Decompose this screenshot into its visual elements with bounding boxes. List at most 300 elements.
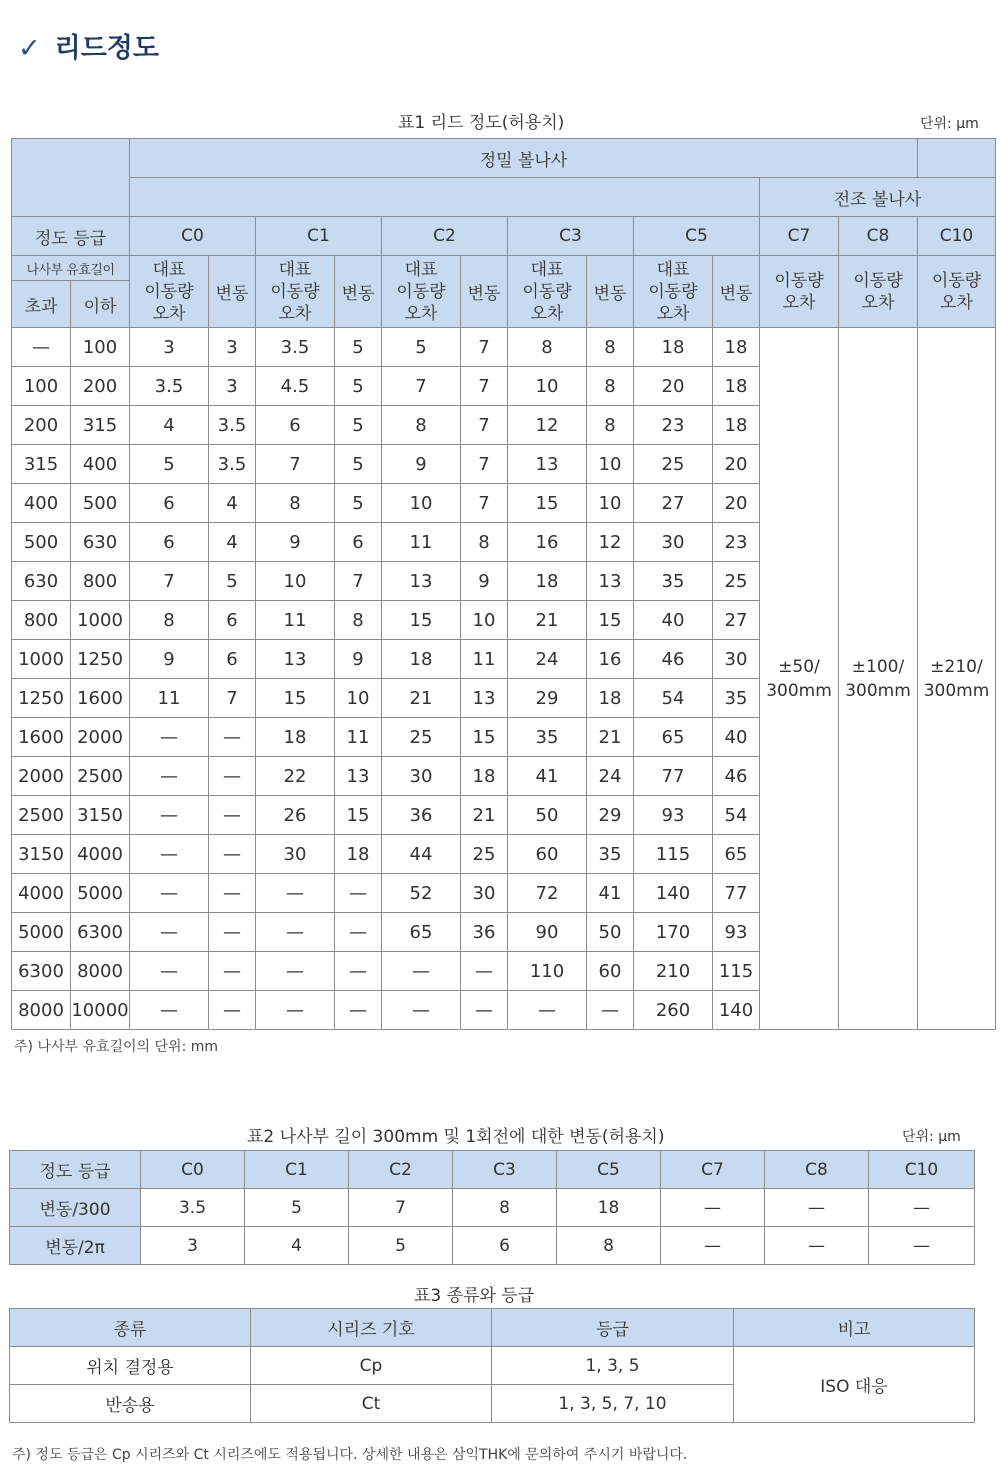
table-cell: — — [256, 952, 335, 991]
table-cell: 11 — [461, 640, 508, 679]
table-cell: 60 — [508, 835, 587, 874]
table-cell: 13 — [335, 757, 382, 796]
table-cell: 2000 — [12, 757, 71, 796]
table-cell: 93 — [634, 796, 713, 835]
table-cell: 7 — [349, 1189, 453, 1227]
table-cell: 8 — [587, 328, 634, 367]
table-cell: — — [335, 952, 382, 991]
table-cell: 16 — [587, 640, 634, 679]
table-cell: — — [209, 874, 256, 913]
table-cell: 27 — [713, 601, 760, 640]
table-cell: 8 — [461, 523, 508, 562]
table-cell: 25 — [461, 835, 508, 874]
table-cell: 8 — [453, 1189, 557, 1227]
table-cell: 4000 — [71, 835, 130, 874]
table-cell: 30 — [461, 874, 508, 913]
table-cell: 18 — [634, 328, 713, 367]
table-cell: 7 — [461, 445, 508, 484]
rolled-tolerance-cell — [839, 328, 918, 1030]
grade-c7: C7 — [760, 217, 839, 256]
table-cell: 변동/300 — [10, 1189, 141, 1227]
table-cell: 35 — [713, 679, 760, 718]
table-header-cell: C0 — [141, 1151, 245, 1189]
table-header-cell: C3 — [453, 1151, 557, 1189]
table-cell: — — [256, 874, 335, 913]
rolled-tolerance-value: ±210/ — [930, 656, 983, 677]
table-cell: 50 — [587, 913, 634, 952]
table-cell: 8 — [335, 601, 382, 640]
table-cell: 12 — [508, 406, 587, 445]
table-cell: 18 — [713, 328, 760, 367]
grade-c2: C2 — [382, 217, 508, 256]
table-cell: 140 — [713, 991, 760, 1030]
table1-unit: 단위: μm — [920, 116, 979, 132]
table-cell: 13 — [508, 445, 587, 484]
table-cell: 3.5 — [209, 445, 256, 484]
table-cell: 18 — [557, 1189, 661, 1227]
table-cell: 9 — [335, 640, 382, 679]
table-cell: 11 — [256, 601, 335, 640]
table-cell: 500 — [71, 484, 130, 523]
table-cell: 3150 — [71, 796, 130, 835]
table-cell: — — [130, 718, 209, 757]
table-cell: 210 — [634, 952, 713, 991]
table-cell: 8 — [587, 367, 634, 406]
table-cell: 18 — [382, 640, 461, 679]
table-cell: 36 — [382, 796, 461, 835]
variation-header: 변동 — [209, 256, 256, 328]
table-cell: 65 — [634, 718, 713, 757]
table-cell: — — [12, 328, 71, 367]
table-cell: 9 — [130, 640, 209, 679]
table-cell: 10000 — [71, 991, 130, 1030]
table-header-cell: C8 — [765, 1151, 869, 1189]
table-cell: 115 — [634, 835, 713, 874]
table-cell: 35 — [508, 718, 587, 757]
table-cell: — — [335, 874, 382, 913]
table-row — [12, 328, 996, 367]
precision-sub-header — [130, 178, 760, 217]
rep-travel-error-header: 대표 이동량 오차 — [256, 256, 335, 328]
table-cell: — — [130, 952, 209, 991]
table-cell: 3.5 — [256, 328, 335, 367]
table-cell: 20 — [713, 445, 760, 484]
table-cell: 26 — [256, 796, 335, 835]
table-cell: 8 — [382, 406, 461, 445]
corner-cell — [12, 139, 130, 217]
rolled-tolerance-unit: 300mm — [845, 680, 911, 701]
table-header-cell: C10 — [869, 1151, 975, 1189]
table-cell: 6 — [209, 640, 256, 679]
table-header-cell: C2 — [349, 1151, 453, 1189]
table-cell: 400 — [12, 484, 71, 523]
table-cell: 7 — [461, 484, 508, 523]
grade-c10: C10 — [918, 217, 996, 256]
table-cell: — — [335, 991, 382, 1030]
table-cell: 630 — [12, 562, 71, 601]
table-cell: 5 — [209, 562, 256, 601]
table-cell: 24 — [508, 640, 587, 679]
table-cell: 7 — [130, 562, 209, 601]
table-cell: 23 — [713, 523, 760, 562]
type-header: 종류 — [10, 1309, 251, 1347]
table-cell: 6300 — [71, 913, 130, 952]
table-cell: 29 — [508, 679, 587, 718]
table-cell: — — [869, 1189, 975, 1227]
table-cell: 9 — [256, 523, 335, 562]
table-cell: 29 — [587, 796, 634, 835]
table-cell: 10 — [587, 484, 634, 523]
rolled-header: 전조 볼나사 — [760, 178, 996, 217]
table-cell: 800 — [12, 601, 71, 640]
table-cell: 반송용 — [10, 1385, 251, 1423]
table-cell: 52 — [382, 874, 461, 913]
table-cell: 1000 — [71, 601, 130, 640]
table-cell: 5 — [335, 328, 382, 367]
table-cell: 15 — [256, 679, 335, 718]
table-cell: 110 — [508, 952, 587, 991]
table1-caption: 표1 리드 정도(허용치) — [398, 113, 565, 133]
table-cell: 13 — [382, 562, 461, 601]
rolled-tolerance-unit: 300mm — [766, 680, 832, 701]
table-cell: 3 — [141, 1227, 245, 1265]
table-cell: 40 — [713, 718, 760, 757]
table-cell: 15 — [335, 796, 382, 835]
table-cell: 1, 3, 5, 7, 10 — [492, 1385, 734, 1423]
table-cell: 25 — [382, 718, 461, 757]
table-cell: 7 — [461, 406, 508, 445]
precision-header: 정밀 볼나사 — [130, 139, 918, 178]
table-cell: 13 — [461, 679, 508, 718]
table-cell: 200 — [71, 367, 130, 406]
table-cell: — — [587, 991, 634, 1030]
table-cell: 3150 — [12, 835, 71, 874]
table-cell: 11 — [130, 679, 209, 718]
table-cell: 25 — [713, 562, 760, 601]
grade-header: 등급 — [492, 1309, 734, 1347]
table-cell: — — [461, 991, 508, 1030]
table-cell: — — [256, 991, 335, 1030]
table-cell: 77 — [713, 874, 760, 913]
table-cell: 15 — [461, 718, 508, 757]
table-cell: 8 — [508, 328, 587, 367]
table-cell: 16 — [508, 523, 587, 562]
travel-error-header: 이동량 오차 — [918, 256, 996, 328]
table-cell: 30 — [634, 523, 713, 562]
table-cell: 41 — [587, 874, 634, 913]
table-cell: 6 — [453, 1227, 557, 1265]
table-cell: — — [661, 1189, 765, 1227]
table-cell: 1600 — [71, 679, 130, 718]
table-cell: 18 — [713, 367, 760, 406]
table-cell: 36 — [461, 913, 508, 952]
table-cell: 46 — [634, 640, 713, 679]
table-row — [10, 1189, 975, 1227]
check-icon: ✓ — [18, 33, 41, 64]
table-cell: 3.5 — [130, 367, 209, 406]
table-cell: 4 — [209, 523, 256, 562]
rep-travel-error-header: 대표 이동량 오차 — [508, 256, 587, 328]
remark-cell: ISO 대응 — [734, 1347, 975, 1423]
table-cell: — — [130, 757, 209, 796]
table-cell: 11 — [335, 718, 382, 757]
table-cell: 5 — [245, 1189, 349, 1227]
table-cell: 27 — [634, 484, 713, 523]
table-cell: 9 — [461, 562, 508, 601]
rolled-tolerance-value: ±100/ — [851, 656, 905, 677]
series-header: 시리즈 기호 — [251, 1309, 492, 1347]
table-cell: 18 — [256, 718, 335, 757]
table-cell: 6300 — [12, 952, 71, 991]
table-cell: 46 — [713, 757, 760, 796]
rolled-tolerance-cell — [760, 328, 839, 1030]
table-cell: 140 — [634, 874, 713, 913]
table-cell: 400 — [71, 445, 130, 484]
table-cell: 2500 — [71, 757, 130, 796]
table-cell: 260 — [634, 991, 713, 1030]
grade-c1: C1 — [256, 217, 382, 256]
table-cell: 30 — [382, 757, 461, 796]
table-cell: 60 — [587, 952, 634, 991]
table-cell: 8 — [130, 601, 209, 640]
table-cell: — — [765, 1189, 869, 1227]
table-cell: 4 — [130, 406, 209, 445]
table-cell: 변동/2π — [10, 1227, 141, 1265]
table-cell: — — [209, 952, 256, 991]
table-row — [10, 1227, 975, 1265]
table-cell: — — [209, 835, 256, 874]
table-cell: — — [209, 991, 256, 1030]
table2-unit: 단위: μm — [902, 1129, 961, 1145]
table-cell: 100 — [12, 367, 71, 406]
table-cell: 44 — [382, 835, 461, 874]
table-cell: — — [130, 991, 209, 1030]
table-cell: 6 — [335, 523, 382, 562]
table-cell: 15 — [382, 601, 461, 640]
table-cell: 13 — [587, 562, 634, 601]
table-cell: 5 — [382, 328, 461, 367]
table-cell: — — [130, 835, 209, 874]
table-cell: 22 — [256, 757, 335, 796]
table-header-cell: C7 — [661, 1151, 765, 1189]
table-cell: 35 — [634, 562, 713, 601]
table-cell: 12 — [587, 523, 634, 562]
table-cell: 21 — [382, 679, 461, 718]
table-cell: 1250 — [71, 640, 130, 679]
table-cell: 21 — [508, 601, 587, 640]
remark-header: 비고 — [734, 1309, 975, 1347]
table-cell: 54 — [713, 796, 760, 835]
table-cell: 15 — [587, 601, 634, 640]
variation-header: 변동 — [713, 256, 760, 328]
rep-travel-error-header: 대표 이동량 오차 — [634, 256, 713, 328]
table-cell: 10 — [256, 562, 335, 601]
table-header-cell: C5 — [557, 1151, 661, 1189]
table-cell: 72 — [508, 874, 587, 913]
table-cell: 25 — [634, 445, 713, 484]
table-cell: 50 — [508, 796, 587, 835]
table-cell: — — [382, 952, 461, 991]
table-cell: — — [508, 991, 587, 1030]
table-cell: 90 — [508, 913, 587, 952]
table-cell: — — [130, 913, 209, 952]
table1-note: 주) 나사부 유효길이의 단위: mm — [14, 1039, 219, 1055]
rep-travel-error-header: 대표 이동량 오차 — [382, 256, 461, 328]
table-cell: 5 — [335, 367, 382, 406]
table-cell: — — [209, 718, 256, 757]
table-cell: 30 — [713, 640, 760, 679]
lead-accuracy-table — [11, 138, 996, 1030]
table-cell: 7 — [209, 679, 256, 718]
table-cell: 630 — [71, 523, 130, 562]
table-cell: 21 — [587, 718, 634, 757]
table-cell: 4 — [245, 1227, 349, 1265]
table-cell: 6 — [256, 406, 335, 445]
table-cell: 7 — [256, 445, 335, 484]
table-cell: 4000 — [12, 874, 71, 913]
rep-travel-error-header: 대표 이동량 오차 — [130, 256, 209, 328]
table-cell: 77 — [634, 757, 713, 796]
table-cell: — — [461, 952, 508, 991]
table-cell: 5 — [335, 484, 382, 523]
table-cell: 40 — [634, 601, 713, 640]
grade-c5: C5 — [634, 217, 760, 256]
table-cell: 18 — [587, 679, 634, 718]
table-cell: Cp — [251, 1347, 492, 1385]
table-cell: 8000 — [71, 952, 130, 991]
table-cell: 41 — [508, 757, 587, 796]
table-cell: — — [209, 913, 256, 952]
table-cell: 8 — [256, 484, 335, 523]
table-cell: 315 — [71, 406, 130, 445]
travel-error-header: 이동량 오차 — [839, 256, 918, 328]
grade-c0: C0 — [130, 217, 256, 256]
travel-error-header: 이동량 오차 — [760, 256, 839, 328]
table-cell: 800 — [71, 562, 130, 601]
table-cell: 4 — [209, 484, 256, 523]
grade-c8: C8 — [839, 217, 918, 256]
page-title-text: 리드정도 — [54, 33, 159, 64]
grade-label: 정도 등급 — [12, 217, 130, 256]
table-cell: 10 — [382, 484, 461, 523]
table-cell: 11 — [382, 523, 461, 562]
table-cell: 93 — [713, 913, 760, 952]
table-cell: 2500 — [12, 796, 71, 835]
table-cell: 5 — [335, 445, 382, 484]
table-cell: 8 — [557, 1227, 661, 1265]
table-header-cell: 정도 등급 — [10, 1151, 141, 1189]
table-cell: — — [209, 796, 256, 835]
type-grade-table — [9, 1308, 975, 1423]
table-cell: 9 — [382, 445, 461, 484]
table-cell: 18 — [461, 757, 508, 796]
table-cell: — — [335, 913, 382, 952]
table-cell: — — [130, 874, 209, 913]
table-cell: 3 — [209, 367, 256, 406]
table-cell: — — [382, 991, 461, 1030]
table-cell: 21 — [461, 796, 508, 835]
table-cell: 10 — [461, 601, 508, 640]
table-cell: 20 — [634, 367, 713, 406]
table-cell: 5 — [335, 406, 382, 445]
rolled-tolerance-cell — [918, 328, 996, 1030]
grade-c3: C3 — [508, 217, 634, 256]
table-cell: 20 — [713, 484, 760, 523]
table-cell: 8 — [587, 406, 634, 445]
variation-header: 변동 — [587, 256, 634, 328]
table-cell: 3.5 — [209, 406, 256, 445]
table-cell: 35 — [587, 835, 634, 874]
table-cell: 18 — [508, 562, 587, 601]
table-cell: 3 — [130, 328, 209, 367]
table-cell: 5 — [349, 1227, 453, 1265]
table-cell: — — [209, 757, 256, 796]
table-cell: 5000 — [12, 913, 71, 952]
table-cell: 170 — [634, 913, 713, 952]
table-cell: 100 — [71, 328, 130, 367]
table2-caption: 표2 나사부 길이 300mm 및 1회전에 대한 변동(허용치) — [247, 1127, 665, 1147]
table-cell: 18 — [335, 835, 382, 874]
table-cell: 8000 — [12, 991, 71, 1030]
page-title — [18, 26, 159, 65]
over-label: 초과 — [12, 281, 71, 328]
table-cell: 7 — [335, 562, 382, 601]
table-cell: 18 — [713, 406, 760, 445]
rolled-tolerance-value: ±50/ — [778, 656, 820, 677]
variation-header: 변동 — [335, 256, 382, 328]
table-cell: 7 — [382, 367, 461, 406]
table-cell: 30 — [256, 835, 335, 874]
table-cell: 65 — [382, 913, 461, 952]
table-cell: 10 — [335, 679, 382, 718]
variation-table — [9, 1150, 975, 1265]
table-cell: — — [765, 1227, 869, 1265]
under-label: 이하 — [71, 281, 130, 328]
table-cell: 5000 — [71, 874, 130, 913]
table-cell: 7 — [461, 367, 508, 406]
table-cell: 4.5 — [256, 367, 335, 406]
table-cell: — — [130, 796, 209, 835]
table-cell: 65 — [713, 835, 760, 874]
table-cell: 1250 — [12, 679, 71, 718]
table-cell: 5 — [130, 445, 209, 484]
rolled-tolerance-unit: 300mm — [923, 680, 990, 701]
table-header-cell: C1 — [245, 1151, 349, 1189]
table-cell: 1000 — [12, 640, 71, 679]
table-cell: 500 — [12, 523, 71, 562]
table-cell: 3.5 — [141, 1189, 245, 1227]
table-cell: 6 — [209, 601, 256, 640]
table-cell: 200 — [12, 406, 71, 445]
table3-note: 주) 정도 등급은 Cp 시리즈와 Ct 시리즈에도 적용됩니다. 상세한 내용은 삼익THK에 문의하여 주시기 바랍니다. — [12, 1447, 688, 1463]
table3-caption: 표3 종류와 등급 — [414, 1286, 535, 1306]
table-cell: 1, 3, 5 — [492, 1347, 734, 1385]
table-cell: 54 — [634, 679, 713, 718]
table-cell: 15 — [508, 484, 587, 523]
table-cell: 13 — [256, 640, 335, 679]
table-cell: — — [869, 1227, 975, 1265]
table-cell: 23 — [634, 406, 713, 445]
table-cell: — — [661, 1227, 765, 1265]
table-cell: 315 — [12, 445, 71, 484]
table-cell: 6 — [130, 484, 209, 523]
table-cell: 24 — [587, 757, 634, 796]
blank-header — [918, 139, 996, 178]
variation-header: 변동 — [461, 256, 508, 328]
table-cell: 7 — [461, 328, 508, 367]
table-cell: 3 — [209, 328, 256, 367]
length-label: 나사부 유효길이 — [12, 256, 130, 281]
